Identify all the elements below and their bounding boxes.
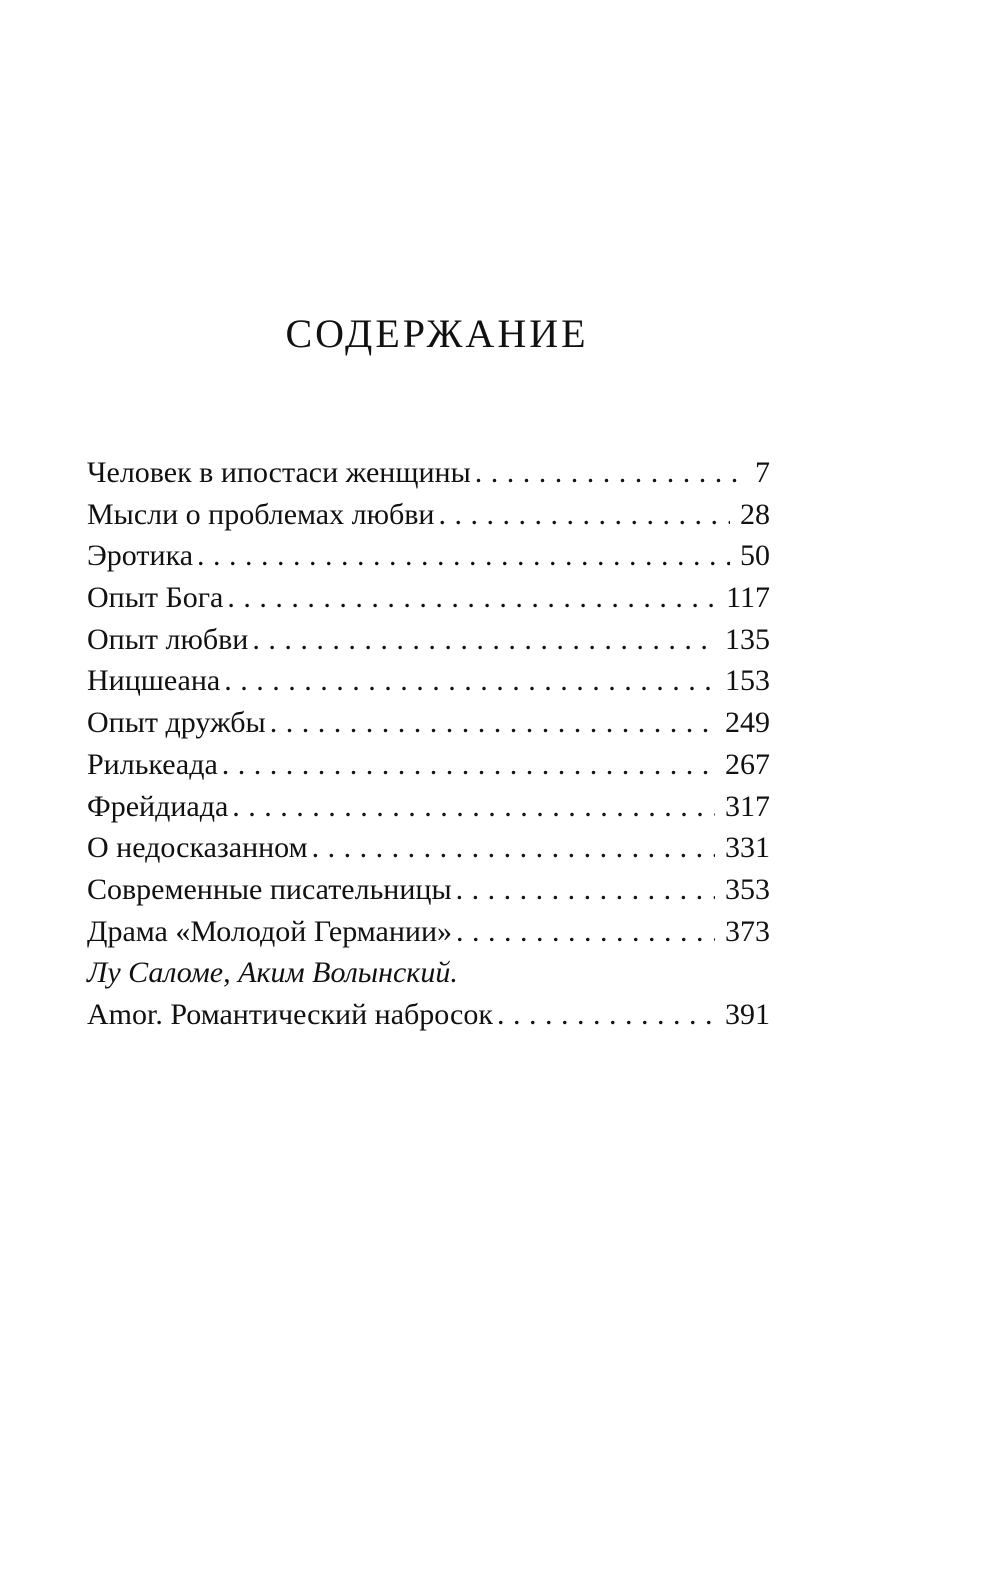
toc-entry-page: 7 [755, 456, 770, 489]
toc-entry-page: 391 [725, 997, 770, 1031]
dot-leader [497, 994, 715, 1036]
toc-entry-label: Опыт любви [87, 622, 249, 656]
toc-entry-page: 50 [740, 539, 770, 573]
toc-entry-page: 331 [725, 831, 770, 865]
dot-leader [456, 911, 715, 953]
dot-leader [456, 869, 715, 911]
toc-entry-page: 117 [726, 581, 770, 615]
authors-text: Лу Саломе, Аким Волынский. [87, 956, 458, 990]
toc-entry-label: О недосказанном [87, 831, 308, 865]
toc-entry-page: 28 [740, 497, 770, 531]
toc-entry[interactable] [87, 535, 770, 577]
page-title: СОДЕРЖАНИЕ [285, 311, 589, 356]
toc-entry-label: Опыт дружбы [87, 706, 266, 740]
toc-entry[interactable] [87, 577, 770, 619]
toc-authors-line [87, 952, 770, 994]
dot-leader [475, 452, 740, 494]
dot-leader [270, 702, 715, 744]
toc-entry-label: Фрейдиада [87, 789, 229, 823]
toc-entry-label: Человек в ипостаси женщины [87, 456, 471, 489]
toc-entry-label: Современные писательницы [87, 872, 452, 906]
dot-leader [197, 535, 730, 577]
dot-leader [439, 494, 731, 536]
toc-entry-label: Ницшеана [87, 664, 221, 698]
toc-entry-page: 249 [725, 706, 770, 740]
toc-entry[interactable] [87, 702, 770, 744]
toc-entry-page: 353 [725, 872, 770, 906]
toc-entry-page: 317 [725, 789, 770, 823]
toc-entry[interactable] [87, 452, 770, 494]
toc-entry-page: 135 [725, 622, 770, 656]
toc-entry[interactable] [87, 911, 770, 953]
toc-entry[interactable] [87, 994, 770, 1036]
toc-entry-label: Опыт Бога [87, 581, 224, 615]
dot-leader [312, 827, 715, 869]
dot-leader [252, 619, 715, 661]
toc-entry-label: Amor. Романтический набросок [87, 997, 493, 1031]
toc-entry-label: Драма «Молодой Германии» [87, 914, 453, 948]
toc-entry[interactable] [87, 744, 770, 786]
toc-entry-label: Эротика [87, 539, 194, 573]
toc-entry[interactable] [87, 786, 770, 828]
toc-entry[interactable] [87, 827, 770, 869]
toc-entry[interactable] [87, 494, 770, 536]
toc-entry-page: 153 [725, 664, 770, 698]
toc-entry[interactable] [87, 869, 770, 911]
toc-entry[interactable] [87, 660, 770, 702]
toc-entry-label: Рилькеада [87, 747, 218, 781]
dot-leader [222, 744, 715, 786]
dot-leader [227, 577, 716, 619]
dot-leader [232, 786, 715, 828]
toc-entry-page: 267 [725, 747, 770, 781]
table-of-contents [87, 452, 770, 1036]
dot-leader [224, 660, 715, 702]
toc-entry-page: 373 [725, 914, 770, 948]
toc-entry-label: Мысли о проблемах любви [87, 497, 435, 531]
toc-entry[interactable] [87, 619, 770, 661]
